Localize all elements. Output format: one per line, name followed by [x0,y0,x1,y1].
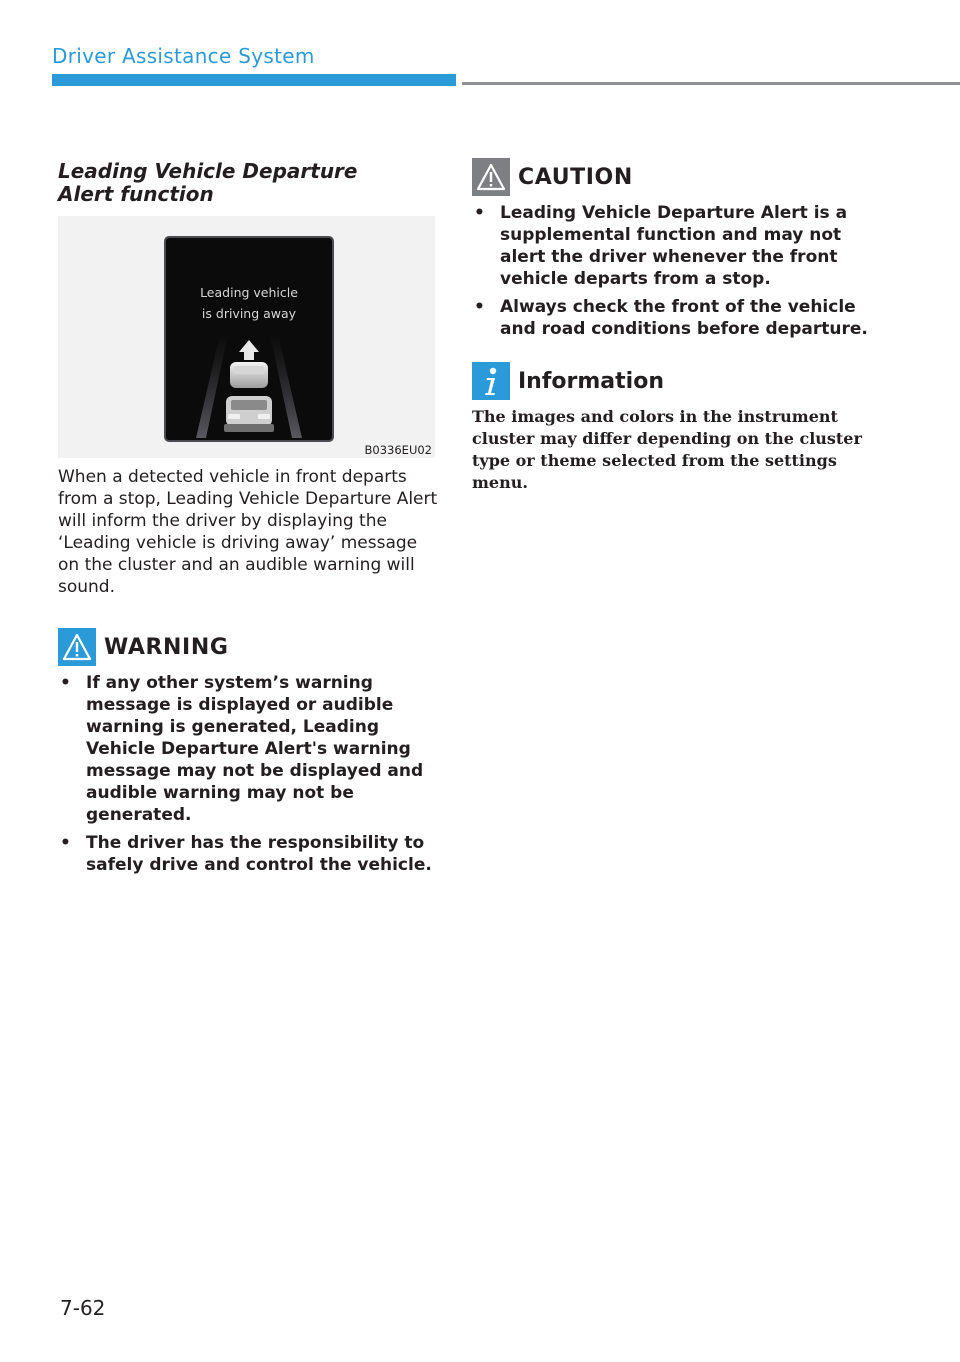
caution-triangle-icon [472,158,510,196]
warning-item-text: If any other system’s warning message is displayed or audible warning is generated, Leading Vehicle Departure Alert's warning message may not be displayed and audible warning may not be generated. [86,673,424,825]
list-item: • Always check the front of the vehicle and road conditions before departure. [474,297,868,339]
list-item: • Leading Vehicle Departure Alert is a supplemental function and may not alert the driver whenever the front vehicle departs from a stop. [474,203,848,289]
caution-notice [472,158,872,340]
caution-item-text: Always check the front of the vehicle and road conditions before departure. [500,297,868,339]
caution-list [472,202,872,340]
warning-header [58,628,438,666]
caution-header [472,158,872,196]
right-column [472,158,872,494]
warning-label: WARNING [104,634,229,660]
cluster-display [164,236,334,442]
page-number: 7-62 [60,1296,106,1320]
left-column [58,160,438,882]
information-header [472,362,872,400]
list-item: • If any other system’s warning message is displayed or audible warning is generated, Leading Vehicle Departure Alert's warning message may not be displayed and audible warning may not be generated. [60,673,424,825]
caution-label: CAUTION [518,164,633,190]
warning-notice [58,628,438,876]
information-text: The images and colors in the instrument cluster may differ depending on the cluster type or theme selected from the settings menu. [472,407,862,492]
header-divider [462,82,960,85]
warning-item-text: The driver has the responsibility to safely drive and control the vehicle. [86,833,432,875]
header-accent-bar [52,74,456,86]
page-header-title: Driver Assistance System [52,44,315,68]
road-scene-icon [166,238,332,440]
description-paragraph: When a detected vehicle in front departs from a stop, Leading Vehicle Departure Alert will inform the driver by displaying the ‘Leading vehicle is driving away’ message on the cluster and an audible warning will sound. [58,467,438,597]
information-notice [472,362,872,494]
section-heading: Leading Vehicle Departure Alert function [58,159,358,206]
information-label: Information [518,368,664,394]
cluster-message-line-2: is driving away [201,306,297,321]
list-item: • The driver has the responsibility to safely drive and control the vehicle. [60,833,432,875]
cluster-message-line-1: Leading vehicle [200,285,298,300]
info-icon [472,362,510,400]
figure-code: B0336EU02 [364,443,432,457]
warning-list [58,672,438,876]
warning-triangle-icon [58,628,96,666]
cluster-illustration [58,216,435,458]
caution-item-text: Leading Vehicle Departure Alert is a supplemental function and may not alert the driver whenever the front vehicle departs from a stop. [500,203,848,289]
